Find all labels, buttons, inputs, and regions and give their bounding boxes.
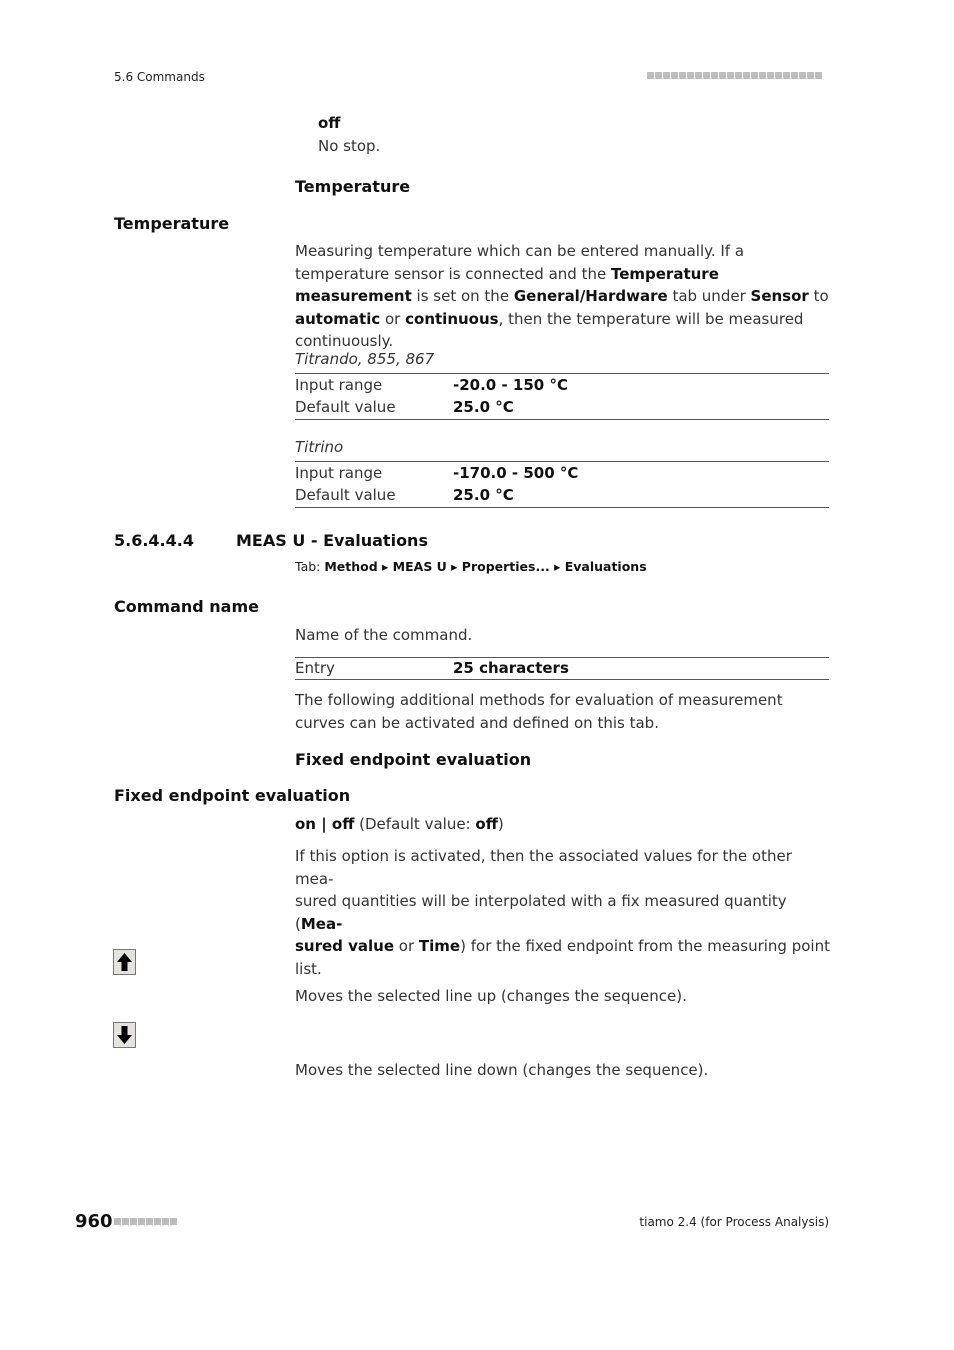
fixed-endpoint-options: on | off (Default value: off) [295,815,504,833]
footer-product: tiamo 2.4 (for Process Analysis) [639,1215,829,1229]
table-row [295,484,829,506]
table-value: -170.0 - 500 °C [453,464,579,482]
section-title: MEAS U - Evaluations [236,531,428,550]
page-number: 960 [75,1211,113,1232]
table-row [295,657,829,679]
temperature-table-titrino [295,462,829,506]
arrow-up-icon [114,950,135,974]
fixed-endpoint-subheading: Fixed endpoint evaluation [295,750,532,769]
move-up-button[interactable] [113,949,136,975]
temperature-subheading: Temperature [295,177,411,196]
move-down-button[interactable] [113,1022,136,1048]
section-number: 5.6.4.4.4 [114,531,194,550]
table-key: Default value [295,486,396,504]
temperature-param-title: Temperature [114,214,230,233]
table-key: Entry [295,659,335,677]
table-value: 25.0 °C [453,398,514,416]
header-decoration [647,72,822,79]
move-down-desc: Moves the selected line down (changes the sequence). [295,1061,709,1079]
table-key: Default value [295,398,396,416]
temperature-table-titrando [295,374,829,418]
fixed-endpoint-description: If this option is activated, then the associated values for the other mea- sured quantities will be interpolated with a fix measured quantity (Mea- sured value or Time) for the fixed endpoint from the measuring point list. [295,847,830,978]
command-name-table [295,657,829,679]
table-row [295,374,829,396]
move-up-desc: Moves the selected line up (changes the sequence). [295,987,687,1005]
command-name-desc: Name of the command. [295,626,473,644]
command-name-param-title: Command name [114,597,259,616]
table-value: 25 characters [453,659,569,677]
table-row [295,462,829,484]
running-header-section: 5.6 Commands [114,70,205,84]
table-rule-bottom [295,507,829,508]
table-caption-titrando: Titrando, 855, 867 [295,350,435,368]
option-off-desc: No stop. [318,137,381,155]
table-caption-titrino: Titrino [295,438,344,456]
tab-breadcrumb: Tab: Method ▸ MEAS U ▸ Properties... ▸ Evaluations [295,559,647,574]
footer-decoration [114,1218,177,1225]
option-off-label: off [318,114,341,132]
arrow-down-icon [114,1023,135,1047]
additional-methods-text: The following additional methods for evaluation of measurement curves can be activated and defined on this tab. [295,691,783,732]
table-rule-bottom [295,679,829,680]
table-rule-bottom [295,419,829,420]
table-key: Input range [295,376,383,394]
table-value: 25.0 °C [453,486,514,504]
table-value: -20.0 - 150 °C [453,376,568,394]
table-row [295,396,829,418]
temperature-description: Measuring temperature which can be entered manually. If a temperature sensor is connected and the Temperature measurement is set on the General/Hardware tab under Sensor to automatic or continuous, then the temperature will be measured continuously. [295,242,829,350]
fixed-endpoint-param-title: Fixed endpoint evaluation [114,786,351,805]
table-key: Input range [295,464,383,482]
